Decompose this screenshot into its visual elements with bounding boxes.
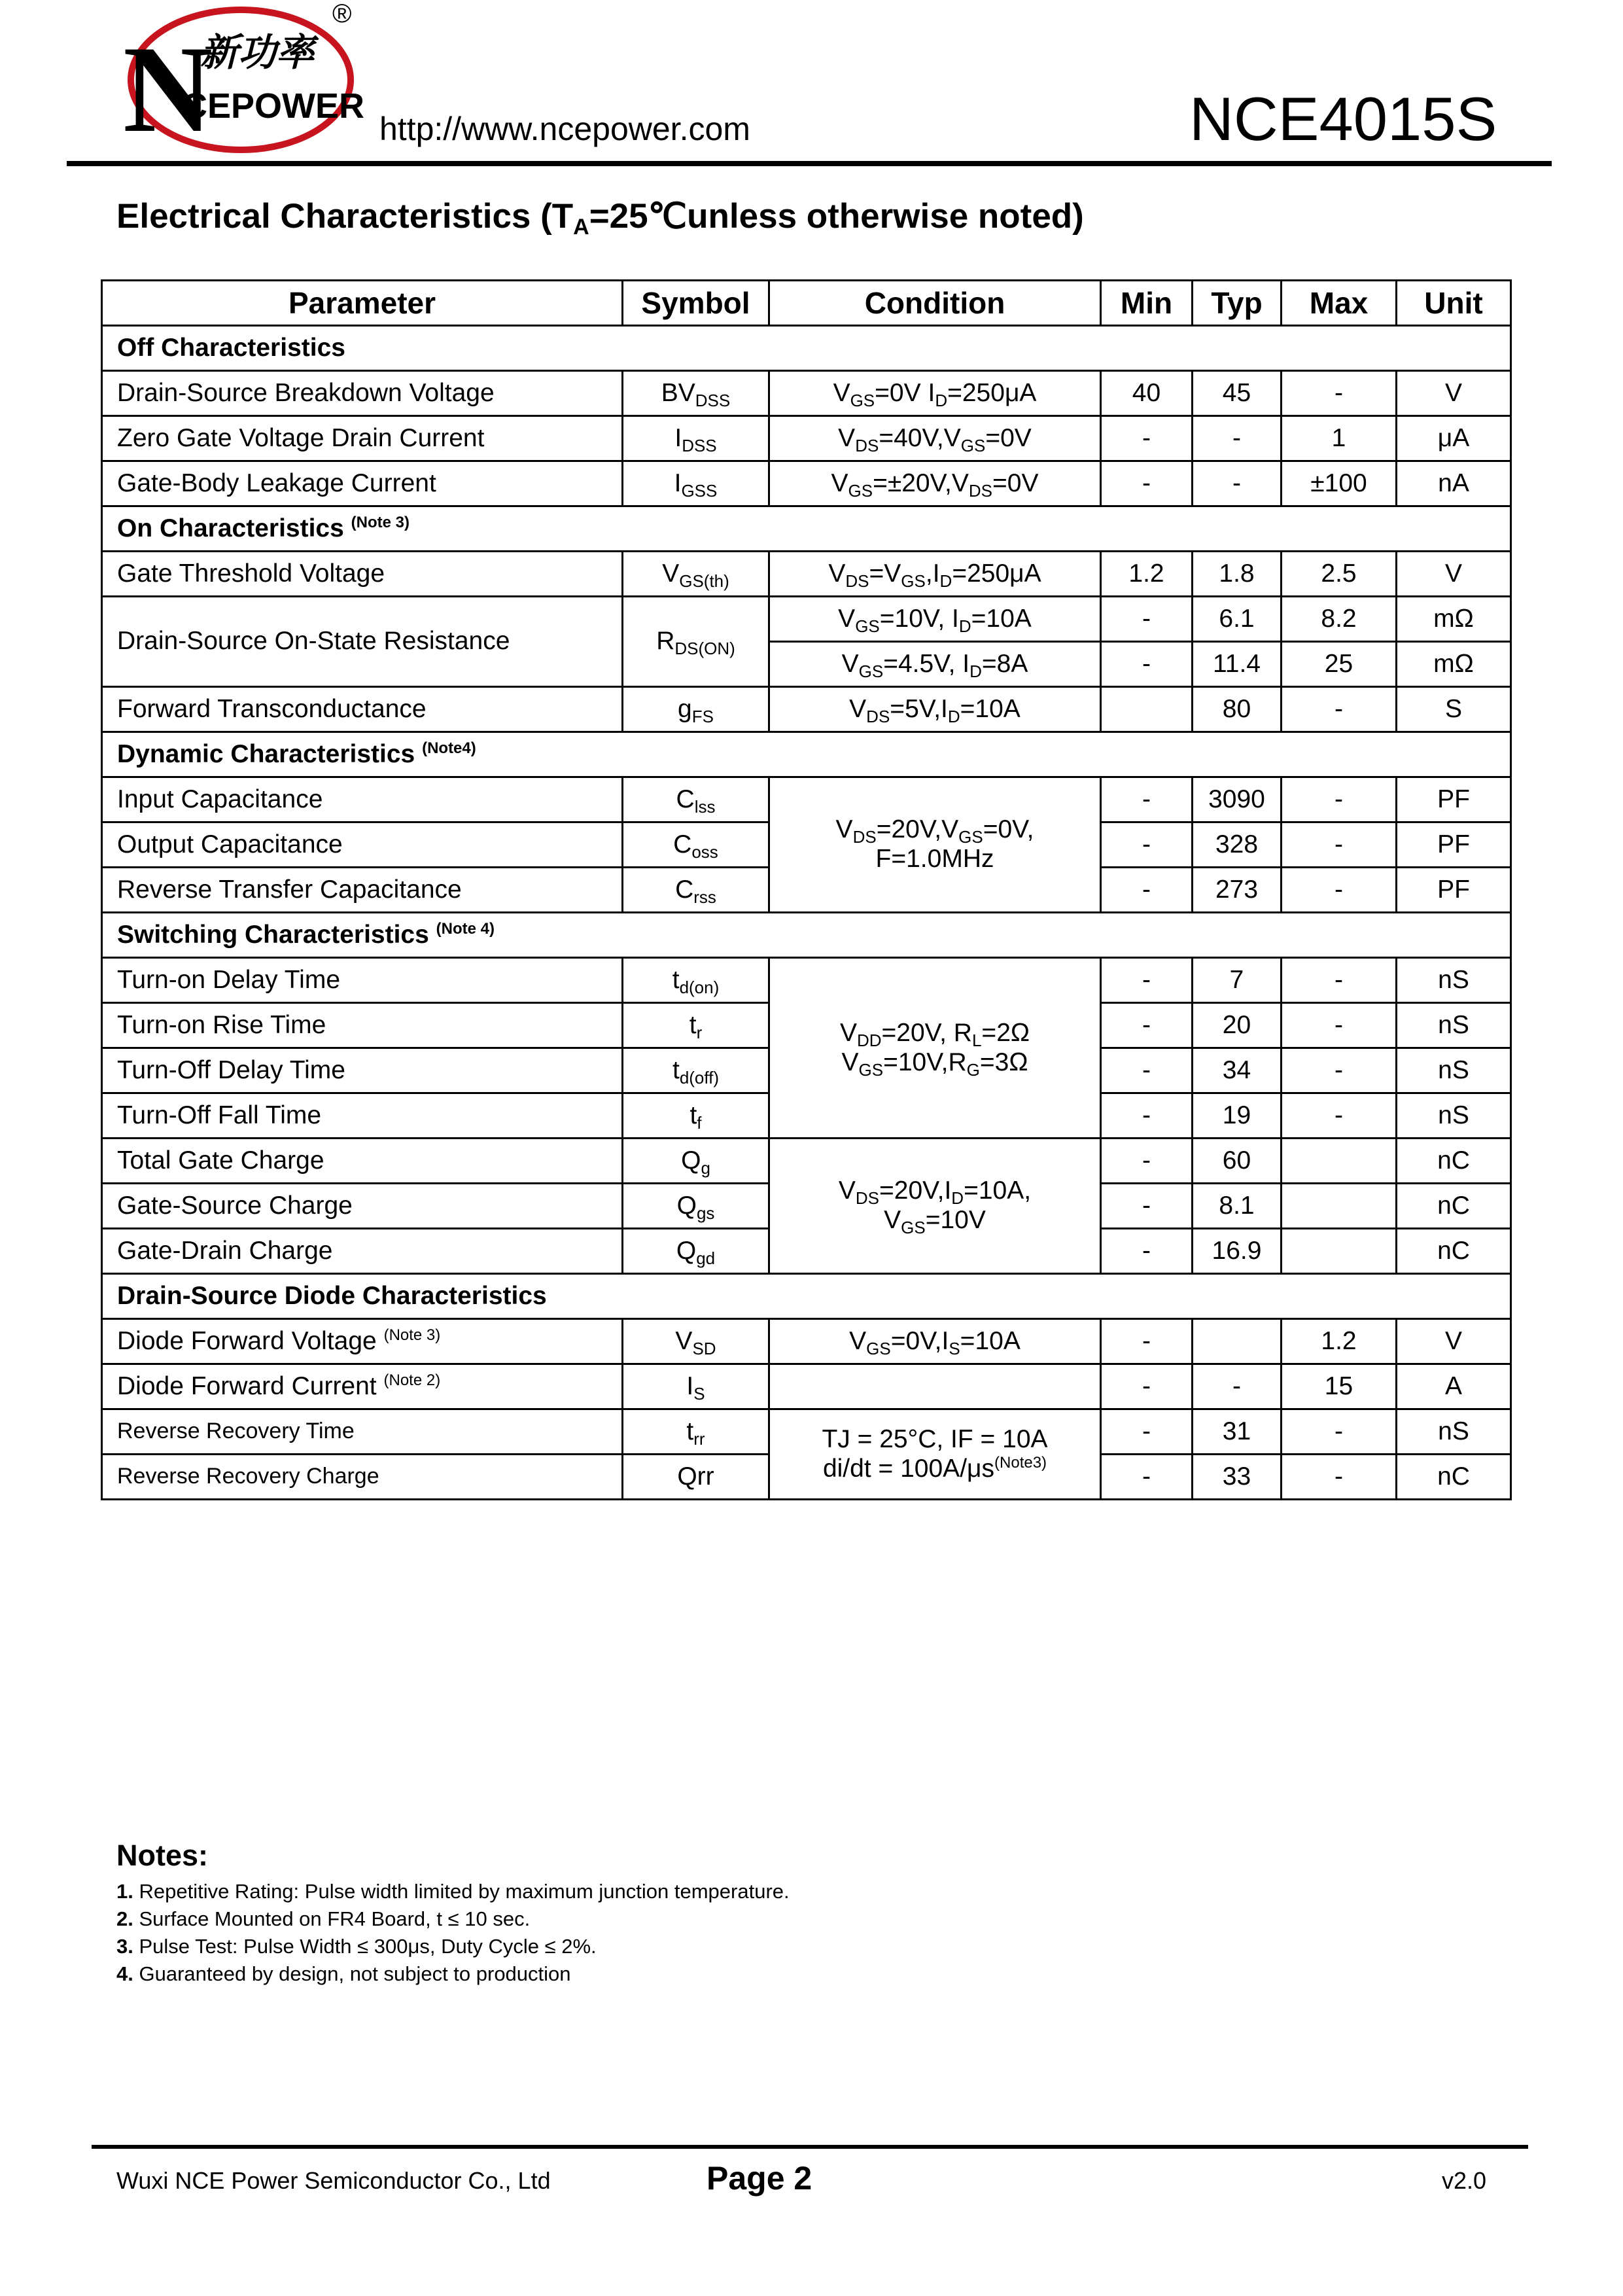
max-cell: 8.2 <box>1282 597 1397 642</box>
max-cell: 1.2 <box>1282 1319 1397 1364</box>
max-cell: ±100 <box>1282 461 1397 506</box>
max-cell: - <box>1282 687 1397 732</box>
min-cell: - <box>1101 868 1193 913</box>
condition-cell: $V_{GS}=4.5V$, $I_D=8A$ <box>769 642 1101 687</box>
typ-cell: 60 <box>1193 1139 1282 1184</box>
part-number: NCE4015S <box>1189 84 1497 153</box>
param-cell: Drain-Source On-State Resistance <box>102 597 623 687</box>
min-cell: - <box>1101 597 1193 642</box>
header-divider <box>67 161 1552 166</box>
min-cell: - <box>1101 1184 1193 1229</box>
symbol-cell: $V_{GS(th)}$ <box>623 552 769 597</box>
table-row <box>102 1139 1511 1184</box>
max-cell: - <box>1282 1048 1397 1093</box>
unit-cell: PF <box>1397 822 1511 868</box>
table-row <box>102 371 1511 416</box>
min-cell: - <box>1101 461 1193 506</box>
section-row <box>102 506 1511 552</box>
symbol-cell: $C_{oss}$ <box>623 822 769 868</box>
max-cell: - <box>1282 822 1397 868</box>
condition-cell: TJ = 25°C, IF = 10A $di/dt = 100A/\mu s^{(Note3)}$ <box>769 1409 1101 1500</box>
min-cell: - <box>1101 1048 1193 1093</box>
note-item: 2. Surface Mounted on FR4 Board, t ≤ 10 sec. <box>116 1907 531 1930</box>
max-cell: - <box>1282 1003 1397 1048</box>
typ-cell: 45 <box>1193 371 1282 416</box>
symbol-cell: $BV_{DSS}$ <box>623 371 769 416</box>
min-cell: - <box>1101 777 1193 822</box>
table-header-row <box>102 281 1511 326</box>
max-cell: - <box>1282 371 1397 416</box>
param-cell: Reverse Recovery Time <box>102 1409 623 1455</box>
condition-cell: $V_{GS}=10V$, $I_D=10A$ <box>769 597 1101 642</box>
table-row <box>102 1364 1511 1409</box>
max-cell: - <box>1282 1093 1397 1139</box>
max-cell: - <box>1282 1409 1397 1455</box>
table-row <box>102 1319 1511 1364</box>
max-cell <box>1282 1229 1397 1274</box>
symbol-cell: $V_{SD}$ <box>623 1319 769 1364</box>
header-min: Min <box>1101 281 1193 326</box>
param-cell: Turn-on Delay Time <box>102 958 623 1003</box>
param-cell: Gate-Source Charge <box>102 1184 623 1229</box>
unit-cell: PF <box>1397 777 1511 822</box>
table-row <box>102 958 1511 1003</box>
min-cell: - <box>1101 642 1193 687</box>
typ-cell: 1.8 <box>1193 552 1282 597</box>
symbol-cell: $C_{lss}$ <box>623 777 769 822</box>
note-item: 1. Repetitive Rating: Pulse width limited by maximum junction temperature. <box>116 1880 790 1903</box>
page-number: Page 2 <box>707 2160 812 2197</box>
max-cell: 25 <box>1282 642 1397 687</box>
unit-cell: nS <box>1397 1093 1511 1139</box>
symbol-cell: $Q_{gd}$ <box>623 1229 769 1274</box>
website-link[interactable]: http://www.ncepower.com <box>379 111 750 147</box>
symbol-cell: $t_r$ <box>623 1003 769 1048</box>
notes-heading: Notes: <box>116 1839 209 1872</box>
symbol-cell: $Q_g$ <box>623 1139 769 1184</box>
unit-cell: PF <box>1397 868 1511 913</box>
condition-cell: $V_{DS}=V_{GS},I_D=250\mu A$ <box>769 552 1101 597</box>
typ-cell: 273 <box>1193 868 1282 913</box>
min-cell: - <box>1101 1319 1193 1364</box>
symbol-cell: $g_{FS}$ <box>623 687 769 732</box>
typ-cell: 19 <box>1193 1093 1282 1139</box>
table-row <box>102 552 1511 597</box>
param-cell: Gate-Body Leakage Current <box>102 461 623 506</box>
param-cell: Forward Transconductance <box>102 687 623 732</box>
min-cell: - <box>1101 416 1193 461</box>
condition-cell: $V_{DS}=40V,V_{GS}=0V$ <box>769 416 1101 461</box>
electrical-characteristics-table <box>101 279 1512 1500</box>
symbol-cell: $Q_{gs}$ <box>623 1184 769 1229</box>
min-cell: - <box>1101 1093 1193 1139</box>
section-row <box>102 1274 1511 1319</box>
typ-cell: 6.1 <box>1193 597 1282 642</box>
table-row <box>102 687 1511 732</box>
min-cell: - <box>1101 1455 1193 1500</box>
condition-cell: $V_{DD}=20V$, $R_L=2\Omega$ $V_{GS}=10V,R_G=3\Omega$ <box>769 958 1101 1139</box>
header-max: Max <box>1282 281 1397 326</box>
condition-cell: $V_{GS}=0V,I_S=10A$ <box>769 1319 1101 1364</box>
param-cell: Drain-Source Breakdown Voltage <box>102 371 623 416</box>
symbol-cell: $C_{rss}$ <box>623 868 769 913</box>
unit-cell: nS <box>1397 1048 1511 1093</box>
symbol-cell: $t_{d(on)}$ <box>623 958 769 1003</box>
condition-cell: $V_{GS}=0V$ $I_D=250\mu A$ <box>769 371 1101 416</box>
header-symbol: Symbol <box>623 281 769 326</box>
param-cell: Turn-Off Fall Time <box>102 1093 623 1139</box>
param-cell: Reverse Transfer Capacitance <box>102 868 623 913</box>
symbol-cell: Qrr <box>623 1455 769 1500</box>
param-cell: Diode Forward Voltage $^{(Note 3)}$ <box>102 1319 623 1364</box>
section-dynamic: Dynamic Characteristics $^{(Note4)}$ <box>102 732 1511 777</box>
symbol-cell: $t_{rr}$ <box>623 1409 769 1455</box>
param-cell: Gate-Drain Charge <box>102 1229 623 1274</box>
table-row <box>102 461 1511 506</box>
company-name: Wuxi NCE Power Semiconductor Co., Ltd <box>116 2167 551 2194</box>
logo-chinese-name: 新功率 <box>200 30 315 75</box>
unit-cell: nA <box>1397 461 1511 506</box>
max-cell: - <box>1282 1455 1397 1500</box>
unit-cell: S <box>1397 687 1511 732</box>
unit-cell: V <box>1397 371 1511 416</box>
max-cell: - <box>1282 777 1397 822</box>
unit-cell: nC <box>1397 1139 1511 1184</box>
min-cell: 1.2 <box>1101 552 1193 597</box>
min-cell: - <box>1101 1364 1193 1409</box>
typ-cell: 11.4 <box>1193 642 1282 687</box>
logo-english-name: CEPOWER <box>182 86 365 126</box>
section-on: On Characteristics $^{(Note 3)}$ <box>102 506 1511 552</box>
table-row <box>102 777 1511 822</box>
max-cell: 15 <box>1282 1364 1397 1409</box>
document-version: v2.0 <box>1442 2167 1487 2194</box>
note-item: 4. Guaranteed by design, not subject to production <box>116 1962 571 1985</box>
company-logo <box>116 0 365 161</box>
unit-cell: nS <box>1397 958 1511 1003</box>
min-cell <box>1101 687 1193 732</box>
condition-cell: $V_{DS}=20V,I_D=10A$, $V_{GS}=10V$ <box>769 1139 1101 1274</box>
param-cell: Reverse Recovery Charge <box>102 1455 623 1500</box>
header-condition: Condition <box>769 281 1101 326</box>
param-cell: Diode Forward Current $^{(Note 2)}$ <box>102 1364 623 1409</box>
max-cell: 1 <box>1282 416 1397 461</box>
symbol-cell: $I_{GSS}$ <box>623 461 769 506</box>
table-row <box>102 1409 1511 1455</box>
section-title: Electrical Characteristics ($T_A=25℃unless$ otherwise noted) <box>116 197 1084 239</box>
param-cell: Output Capacitance <box>102 822 623 868</box>
param-cell: Turn-Off Delay Time <box>102 1048 623 1093</box>
header-unit: Unit <box>1397 281 1511 326</box>
header-typ: Typ <box>1193 281 1282 326</box>
param-cell: Input Capacitance <box>102 777 623 822</box>
param-cell: Turn-on Rise Time <box>102 1003 623 1048</box>
registered-mark: ® <box>332 0 352 28</box>
typ-cell: 34 <box>1193 1048 1282 1093</box>
param-cell: Gate Threshold Voltage <box>102 552 623 597</box>
symbol-cell: $R_{DS(ON)}$ <box>623 597 769 687</box>
unit-cell: A <box>1397 1364 1511 1409</box>
param-cell: Zero Gate Voltage Drain Current <box>102 416 623 461</box>
symbol-cell: $I_S$ <box>623 1364 769 1409</box>
note-item: 3. Pulse Test: Pulse Width ≤ 300μs, Duty Cycle ≤ 2%. <box>116 1935 597 1958</box>
unit-cell: V <box>1397 552 1511 597</box>
unit-cell: mΩ <box>1397 642 1511 687</box>
condition-cell <box>769 1364 1101 1409</box>
notes-list <box>116 1878 790 1988</box>
typ-cell: - <box>1193 461 1282 506</box>
typ-cell: - <box>1193 1364 1282 1409</box>
symbol-cell: $t_f$ <box>623 1093 769 1139</box>
unit-cell: V <box>1397 1319 1511 1364</box>
symbol-cell: $I_{DSS}$ <box>623 416 769 461</box>
unit-cell: nC <box>1397 1455 1511 1500</box>
section-switching: Switching Characteristics $^{(Note 4)}$ <box>102 913 1511 958</box>
section-off: Off Characteristics <box>102 326 1511 371</box>
section-row <box>102 913 1511 958</box>
max-cell: - <box>1282 868 1397 913</box>
min-cell: - <box>1101 958 1193 1003</box>
table-row <box>102 597 1511 642</box>
condition-cell: $V_{GS}=\pm 20V,V_{DS}=0V$ <box>769 461 1101 506</box>
unit-cell: nS <box>1397 1003 1511 1048</box>
logo-letter-n: N <box>123 21 213 158</box>
typ-cell: - <box>1193 416 1282 461</box>
section-row <box>102 326 1511 371</box>
max-cell: 2.5 <box>1282 552 1397 597</box>
unit-cell: nC <box>1397 1184 1511 1229</box>
condition-cell: $V_{DS}=5V,I_D=10A$ <box>769 687 1101 732</box>
typ-cell <box>1193 1319 1282 1364</box>
min-cell: 40 <box>1101 371 1193 416</box>
max-cell <box>1282 1184 1397 1229</box>
table-row <box>102 416 1511 461</box>
typ-cell: 3090 <box>1193 777 1282 822</box>
typ-cell: 20 <box>1193 1003 1282 1048</box>
min-cell: - <box>1101 1229 1193 1274</box>
condition-cell: $V_{DS}=20V,V_{GS}=0V$, F=1.0MHz <box>769 777 1101 913</box>
unit-cell: mΩ <box>1397 597 1511 642</box>
param-cell: Total Gate Charge <box>102 1139 623 1184</box>
typ-cell: 8.1 <box>1193 1184 1282 1229</box>
unit-cell: nC <box>1397 1229 1511 1274</box>
typ-cell: 16.9 <box>1193 1229 1282 1274</box>
max-cell: - <box>1282 958 1397 1003</box>
footer-divider <box>92 2145 1528 2149</box>
unit-cell: nS <box>1397 1409 1511 1455</box>
unit-cell: μA <box>1397 416 1511 461</box>
symbol-cell: $t_{d(off)}$ <box>623 1048 769 1093</box>
typ-cell: 31 <box>1193 1409 1282 1455</box>
typ-cell: 328 <box>1193 822 1282 868</box>
min-cell: - <box>1101 822 1193 868</box>
min-cell: - <box>1101 1003 1193 1048</box>
min-cell: - <box>1101 1139 1193 1184</box>
typ-cell: 80 <box>1193 687 1282 732</box>
min-cell: - <box>1101 1409 1193 1455</box>
section-diode: Drain-Source Diode Characteristics <box>102 1274 1511 1319</box>
typ-cell: 33 <box>1193 1455 1282 1500</box>
section-row <box>102 732 1511 777</box>
header-parameter: Parameter <box>102 281 623 326</box>
typ-cell: 7 <box>1193 958 1282 1003</box>
max-cell <box>1282 1139 1397 1184</box>
